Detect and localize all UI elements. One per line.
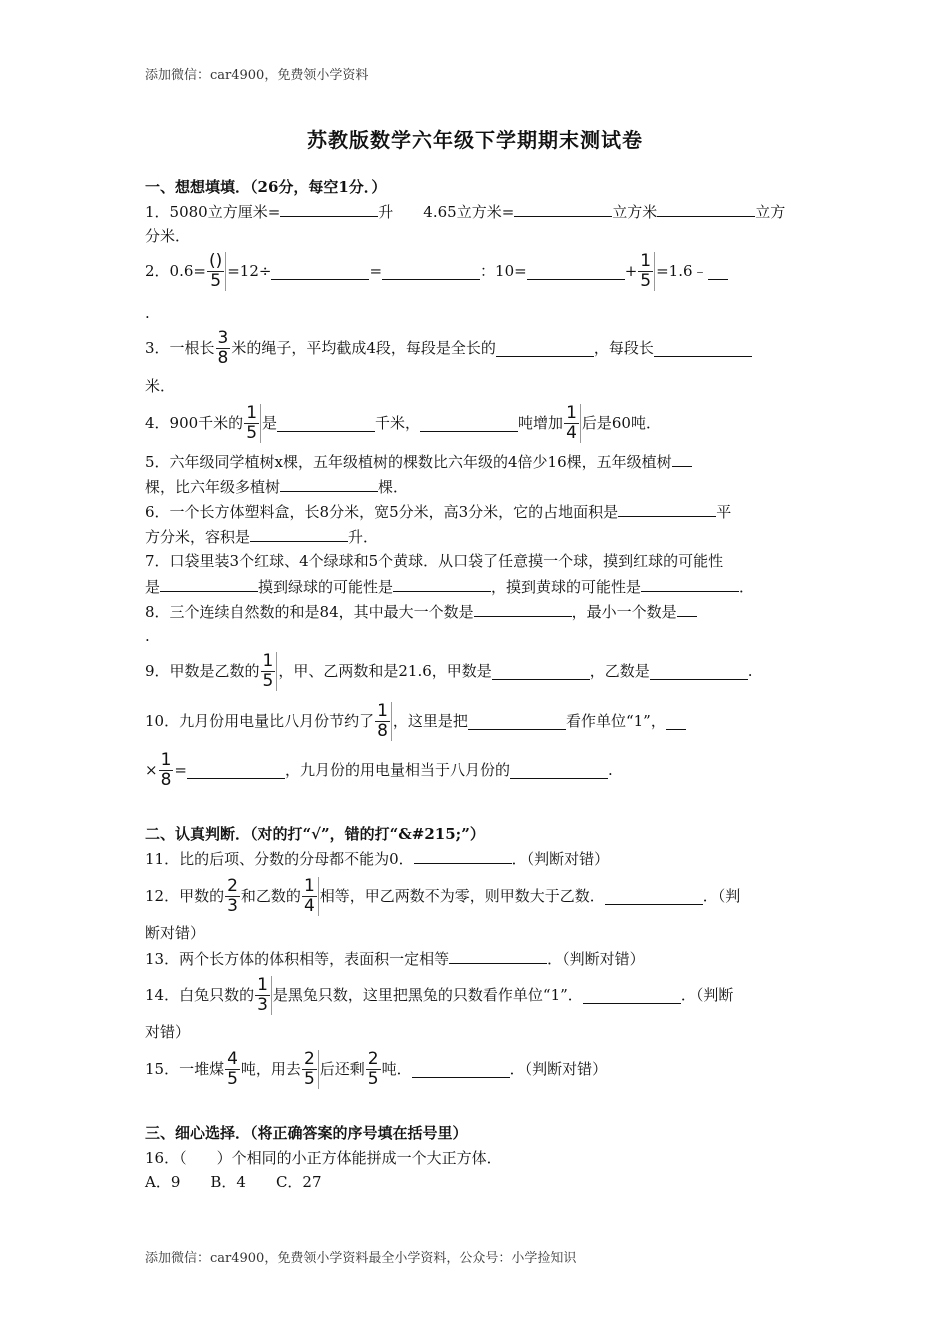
answer-blank[interactable] bbox=[514, 200, 612, 217]
answer-blank[interactable] bbox=[618, 500, 716, 517]
question-2: 2．0.6= () 5 =12÷ = ：10= + 1 5 =1.6﹣ bbox=[145, 246, 728, 296]
question-14-cont: 对错） bbox=[145, 1023, 191, 1041]
section-3-heading: 三、细心选择．（将正确答案的序号填在括号里） bbox=[145, 1124, 468, 1142]
question-16: 16．（ ）个相同的小正方体能拼成一个大正方体． bbox=[145, 1149, 502, 1167]
answer-blank[interactable] bbox=[605, 888, 703, 905]
answer-blank[interactable] bbox=[657, 200, 755, 217]
answer-blank[interactable] bbox=[412, 1061, 510, 1078]
question-8-cont: . bbox=[145, 627, 150, 645]
answer-blank[interactable] bbox=[666, 713, 686, 730]
question-1-cont: 分米． bbox=[145, 227, 191, 245]
fraction: 1 8 bbox=[375, 702, 392, 741]
answer-blank[interactable] bbox=[250, 525, 348, 542]
answer-blank[interactable] bbox=[277, 415, 375, 432]
question-4: 4．900千米的 1 5 是 千米， 吨增加 1 4 后是60吨． bbox=[145, 402, 661, 443]
answer-blank[interactable] bbox=[708, 263, 728, 280]
question-8: 8．三个连续自然数的和是84，其中最大一个数是 ，最小一个数是 bbox=[145, 600, 697, 623]
question-7: 7．口袋里装3个红球、4个绿球和5个黄球．从口袋了任意摸一个球，摸到红球的可能性 bbox=[145, 552, 724, 570]
fraction: 1 4 bbox=[302, 877, 319, 916]
fraction: 1 5 bbox=[638, 252, 655, 291]
fraction: 1 4 bbox=[564, 404, 581, 443]
answer-blank[interactable] bbox=[650, 663, 748, 680]
question-1: 1．5080立方厘米= 升 4.65立方米= 立方米 立方 bbox=[145, 200, 785, 223]
answer-blank[interactable] bbox=[677, 600, 697, 617]
question-10-cont: × 1 8 = ，九月份的用电量相当于八月份的 . bbox=[145, 749, 613, 790]
answer-blank[interactable] bbox=[496, 340, 594, 357]
answer-blank[interactable] bbox=[583, 987, 681, 1004]
question-3: 3．一根长 3 8 米的绳子，平均截成4段，每段是全长的 ，每段长 bbox=[145, 324, 752, 372]
answer-blank[interactable] bbox=[641, 575, 739, 592]
answer-blank[interactable] bbox=[280, 475, 378, 492]
fraction: 1 3 bbox=[255, 976, 272, 1015]
answer-blank[interactable] bbox=[414, 847, 512, 864]
answer-blank[interactable] bbox=[420, 415, 518, 432]
fraction: 2 5 bbox=[367, 1048, 379, 1089]
fraction: 4 5 bbox=[227, 1048, 238, 1089]
question-12: 12．甲数的 2 3 和乙数的 1 4 相等，甲乙两数不为零，则甲数大于乙数． ．（判 bbox=[145, 875, 741, 916]
question-13: 13．两个长方体的体积相等，表面积一定相等 ．（判断对错） bbox=[145, 947, 645, 970]
question-9: 9．甲数是乙数的 1 5 ，甲、乙两数和是21.6，甲数是 ，乙数是 . bbox=[145, 650, 753, 691]
answer-blank[interactable] bbox=[449, 947, 547, 964]
answer-blank[interactable] bbox=[654, 340, 752, 357]
question-5-cont: 棵，比六年级多植树 棵． bbox=[145, 475, 408, 498]
fraction: 3 8 bbox=[217, 327, 229, 368]
section-1-heading: 一、想想填填．（26分，每空1分．） bbox=[145, 178, 387, 196]
answer-blank[interactable] bbox=[187, 762, 285, 779]
page-footer: 添加微信：car4900，免费领小学资料最全小学资料，公众号：小学捡知识 bbox=[145, 1251, 577, 1266]
question-15: 15．一堆煤 4 5 吨，用去 2 5 后还剩 2 5 吨． ．（判断对错） bbox=[145, 1048, 608, 1089]
fraction: 2 5 bbox=[302, 1050, 319, 1089]
section-2-heading: 二、认真判断．（对的打“√”，错的打“&#215;”） bbox=[145, 825, 485, 843]
answer-blank[interactable] bbox=[382, 263, 480, 280]
question-11: 11．比的后项、分数的分母都不能为0． ．（判断对错） bbox=[145, 847, 609, 870]
question-5: 5．六年级同学植树x棵，五年级植树的棵数比六年级的4倍少16棵，五年级植树 bbox=[145, 450, 692, 473]
answer-blank[interactable] bbox=[468, 713, 566, 730]
answer-blank[interactable] bbox=[492, 663, 590, 680]
fraction: () 5 bbox=[207, 252, 226, 291]
page-header: 添加微信：car4900，免费领小学资料 bbox=[145, 68, 369, 83]
answer-blank[interactable] bbox=[474, 600, 572, 617]
answer-blank[interactable] bbox=[271, 263, 369, 280]
answer-blank[interactable] bbox=[527, 263, 625, 280]
answer-blank[interactable] bbox=[280, 200, 378, 217]
fraction: 2 3 bbox=[227, 875, 238, 916]
answer-blank[interactable] bbox=[160, 575, 258, 592]
question-7-cont: 是 摸到绿球的可能性是 ，摸到黄球的可能性是 ． bbox=[145, 575, 754, 598]
page-title: 苏教版数学六年级下学期期末测试卷 bbox=[307, 128, 643, 152]
question-2-cont: . bbox=[145, 304, 150, 322]
fraction: 1 5 bbox=[261, 652, 278, 691]
question-10: 10．九月份用电量比八月份节约了 1 8 ，这里是把 看作单位“1”， bbox=[145, 697, 686, 745]
question-6-cont: 方分米，容积是 升． bbox=[145, 525, 378, 548]
question-16-options: A．9 B．4 C．27 bbox=[145, 1173, 322, 1191]
question-3-cont: 米． bbox=[145, 377, 176, 395]
answer-blank[interactable] bbox=[510, 762, 608, 779]
question-14: 14．白兔只数的 1 3 是黑兔只数，这里把黑兔的只数看作单位“1”． ．（判断 bbox=[145, 974, 734, 1015]
question-12-cont: 断对错） bbox=[145, 924, 206, 942]
question-6: 6．一个长方体塑料盒，长8分米，宽5分米，高3分米，它的占地面积是 平 bbox=[145, 500, 731, 523]
fraction: 1 5 bbox=[244, 404, 261, 443]
answer-blank[interactable] bbox=[393, 575, 491, 592]
answer-blank[interactable] bbox=[672, 450, 692, 467]
fraction: 1 8 bbox=[160, 749, 172, 790]
